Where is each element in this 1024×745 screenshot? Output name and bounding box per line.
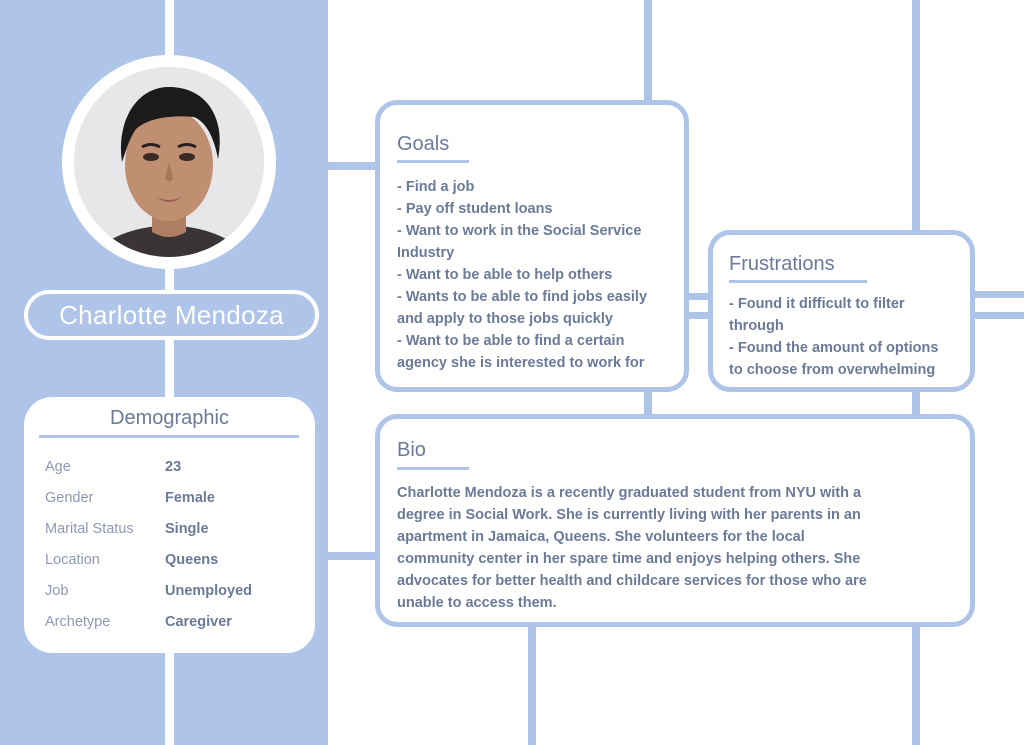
- demographic-label: Gender: [45, 490, 94, 506]
- demographic-card: [24, 397, 315, 653]
- demographic-label: Archetype: [45, 614, 111, 630]
- connector-line: [328, 552, 380, 560]
- bio-card: [375, 414, 975, 627]
- demographic-value: Female: [165, 490, 215, 506]
- connector-line: [970, 291, 1024, 298]
- bio-line: degree in Social Work. She is currently living with her parents in an: [397, 507, 861, 523]
- frustrations-list: [729, 293, 969, 381]
- connector-line: [912, 0, 920, 240]
- bio-title: Bio: [397, 439, 426, 461]
- goals-item: and apply to those jobs quickly: [397, 311, 613, 327]
- bio-text: [397, 482, 972, 614]
- avatar: [74, 67, 264, 257]
- frustrations-item: through: [729, 318, 784, 334]
- goals-underline: [397, 160, 469, 163]
- demographic-label: Age: [45, 459, 71, 475]
- goals-item: - Want to work in the Social Service: [397, 223, 642, 239]
- goals-card: [375, 100, 689, 392]
- goals-item: - Want to be able to help others: [397, 267, 613, 283]
- goals-item: - Find a job: [397, 179, 475, 195]
- demographic-value: Caregiver: [165, 614, 232, 630]
- demographic-value: Single: [165, 521, 209, 537]
- demographic-label: Job: [45, 583, 69, 599]
- frustrations-title: Frustrations: [729, 253, 835, 275]
- demographic-value: Unemployed: [165, 583, 253, 599]
- bio-line: advocates for better health and childcare services for those who are: [397, 573, 867, 589]
- frustrations-card: [708, 230, 975, 392]
- connector-line: [644, 0, 652, 110]
- demographic-label: Location: [45, 552, 100, 568]
- connector-line: [970, 312, 1024, 319]
- goals-list: [397, 176, 687, 374]
- frustrations-item: - Found the amount of options: [729, 340, 939, 356]
- demographic-value: 23: [165, 459, 182, 475]
- goals-item: - Pay off student loans: [397, 201, 553, 217]
- goals-item: - Wants to be able to find jobs easily: [397, 289, 648, 305]
- bio-line: Charlotte Mendoza is a recently graduated student from NYU with a: [397, 485, 862, 501]
- frustrations-item: - Found it difficult to filter: [729, 296, 905, 312]
- frustrations-item: to choose from overwhelming: [729, 362, 936, 378]
- demographic-title: Demographic: [110, 407, 229, 429]
- bio-line: apartment in Jamaica, Queens. She volunteers for the local: [397, 529, 805, 545]
- goals-item: agency she is interested to work for: [397, 355, 645, 371]
- bio-line: community center in her spare time and enjoys helping others. She: [397, 551, 861, 567]
- connector-line: [528, 620, 536, 745]
- goals-item: - Want to be able to find a certain: [397, 333, 625, 349]
- goals-title: Goals: [397, 133, 450, 155]
- connector-line: [328, 162, 380, 170]
- demographic-value: Queens: [165, 552, 219, 568]
- bio-underline: [397, 467, 469, 470]
- frustrations-underline: [729, 280, 867, 283]
- connector-line: [912, 620, 920, 745]
- persona-name-pill: [24, 290, 319, 340]
- goals-item: Industry: [397, 245, 455, 261]
- persona-name: Charlotte Mendoza: [59, 299, 284, 330]
- demographic-underline: [39, 435, 299, 438]
- demographic-label: Marital Status: [45, 521, 134, 537]
- bio-line: unable to access them.: [397, 595, 557, 611]
